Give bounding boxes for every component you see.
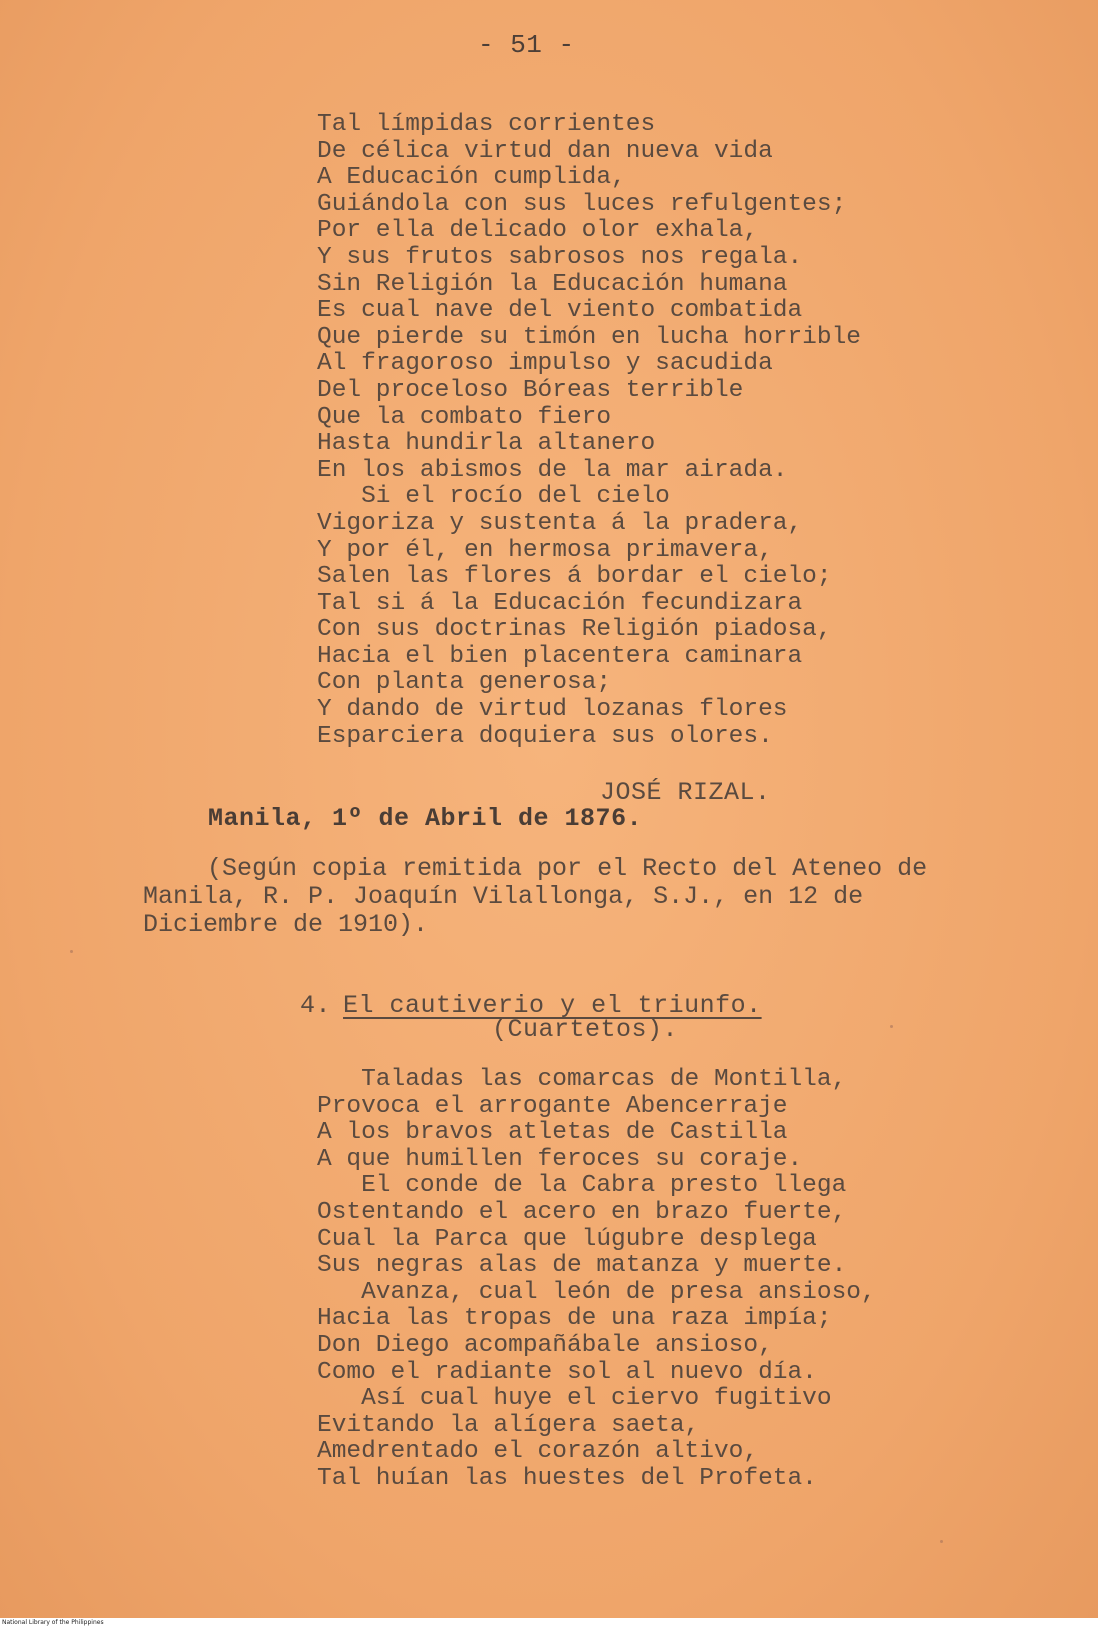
text-line: Tal si á la Educación fecundizara	[317, 589, 803, 617]
text-line: Del proceloso Bóreas terrible	[317, 376, 744, 404]
text-line: Hacia el bien placentera caminara	[317, 642, 803, 670]
footer-credit: National Library of the Philippines	[0, 1618, 1098, 1628]
text-line: Y sus frutos sabrosos nos regala.	[317, 243, 803, 271]
text-line: Taladas las comarcas de Montilla,	[317, 1066, 847, 1093]
text-line: Don Diego acompañábale ansioso,	[317, 1331, 773, 1359]
text-line: Amedrentado el corazón altivo,	[317, 1438, 759, 1466]
text-line: De célica virtud dan nueva vida	[317, 137, 773, 165]
text-line: Como el radiante sol al nuevo día.	[317, 1358, 817, 1386]
paper-speck	[70, 950, 73, 953]
text-line: Que la combato fiero	[317, 403, 612, 431]
text-line: Diciembre de 1910).	[143, 910, 429, 939]
text-line: Evitando la alígera saeta,	[317, 1411, 700, 1439]
text-line: Ostentando el acero en brazo fuerte,	[317, 1198, 847, 1226]
text-line: Por ella delicado olor exhala,	[317, 217, 759, 245]
text-line: Así cual huye el ciervo fugitivo	[317, 1385, 832, 1413]
text-line: El conde de la Cabra presto llega	[317, 1172, 847, 1200]
text-line: Guiándola con sus luces refulgentes;	[317, 190, 847, 218]
text-line: Manila, R. P. Joaquín Vilallonga, S.J., en 12 de	[143, 882, 864, 911]
text-line: Es cual nave del viento combatida	[317, 297, 803, 325]
poem-form-label: (Cuartetos).	[492, 1015, 679, 1044]
text-line: Si el rocío del cielo	[317, 483, 670, 511]
author-signature: JOSÉ RIZAL.	[600, 778, 771, 807]
text-line: Sus negras alas de matanza y muerte.	[317, 1252, 847, 1280]
section-number: 4.	[300, 991, 332, 1020]
text-line: Vigoriza y sustenta á la pradera,	[317, 509, 803, 537]
text-line: Con planta generosa;	[317, 669, 612, 697]
poem-part-2	[317, 1067, 876, 1493]
poem-part-1	[317, 112, 861, 750]
text-line: Que pierde su timón en lucha horrible	[317, 323, 861, 351]
text-line: Al fragoroso impulso y sacudida	[317, 350, 773, 378]
source-note	[143, 855, 927, 939]
text-line: Tal límpidas corrientes	[317, 111, 656, 138]
dateline: Manila, 1º de Abril de 1876.	[208, 804, 643, 833]
text-line: Con sus doctrinas Religión piadosa,	[317, 616, 832, 644]
text-line: Salen las flores á bordar el cielo;	[317, 563, 832, 591]
text-line: Hacia las tropas de una raza impía;	[317, 1305, 832, 1333]
paper-speck	[940, 1540, 943, 1543]
text-line: (Según copia remitida por el Recto del Ateneo de	[207, 854, 928, 883]
text-line: Esparciera doquiera sus olores.	[317, 722, 773, 750]
text-line: En los abismos de la mar airada.	[317, 456, 788, 484]
section-title: El cautiverio y el triunfo.	[343, 991, 762, 1020]
text-line: Cual la Parca que lúgubre desplega	[317, 1225, 817, 1253]
text-line: Y por él, en hermosa primavera,	[317, 536, 773, 564]
text-line: A que humillen feroces su coraje.	[317, 1145, 803, 1173]
text-line: Y dando de virtud lozanas flores	[317, 696, 788, 724]
text-line: Hasta hundirla altanero	[317, 430, 656, 458]
text-line: Sin Religión la Educación humana	[317, 270, 788, 298]
paper-speck	[890, 1025, 893, 1028]
text-line: A los bravos atletas de Castilla	[317, 1119, 788, 1147]
text-line: Avanza, cual león de presa ansioso,	[317, 1278, 876, 1306]
text-line: Tal huían las huestes del Profeta.	[317, 1464, 817, 1492]
text-line: Provoca el arrogante Abencerraje	[317, 1092, 788, 1120]
page-number: - 51 -	[478, 30, 575, 60]
text-line: A Educación cumplida,	[317, 164, 626, 192]
